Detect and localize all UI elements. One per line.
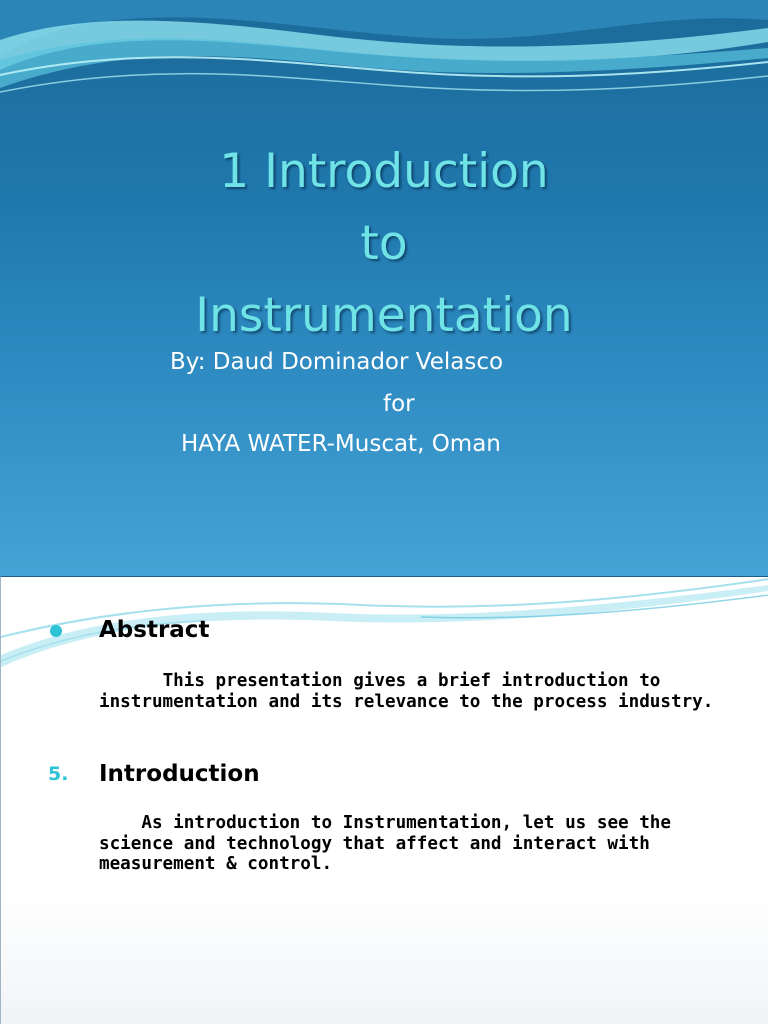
author-line: By: Daud Dominador Velasco xyxy=(170,349,504,375)
title-line-1: 1 Introduction xyxy=(219,144,549,199)
content-slide xyxy=(0,576,768,1024)
abstract-indent xyxy=(99,671,163,691)
for-line: for xyxy=(383,391,415,417)
list-number: 5. xyxy=(48,763,69,785)
organization-line: HAYA WATER-Muscat, Oman xyxy=(181,431,501,457)
introduction-text: As introduction to Instrumentation, let us see the science and technology that affect and interact with measurement & control. xyxy=(99,813,682,874)
title-line-2: to xyxy=(360,216,408,271)
abstract-body xyxy=(99,671,729,712)
slide-title xyxy=(0,136,768,352)
title-line-3: Instrumentation xyxy=(195,288,573,343)
introduction-indent xyxy=(99,813,141,833)
introduction-heading: Introduction xyxy=(99,761,260,787)
bullet-dot-icon xyxy=(50,625,62,637)
decorative-wave-banner xyxy=(0,0,768,120)
abstract-heading: Abstract xyxy=(99,617,210,643)
introduction-body xyxy=(99,813,729,875)
abstract-text: This presentation gives a brief introduction to instrumentation and its relevance to the process industry. xyxy=(99,671,714,712)
